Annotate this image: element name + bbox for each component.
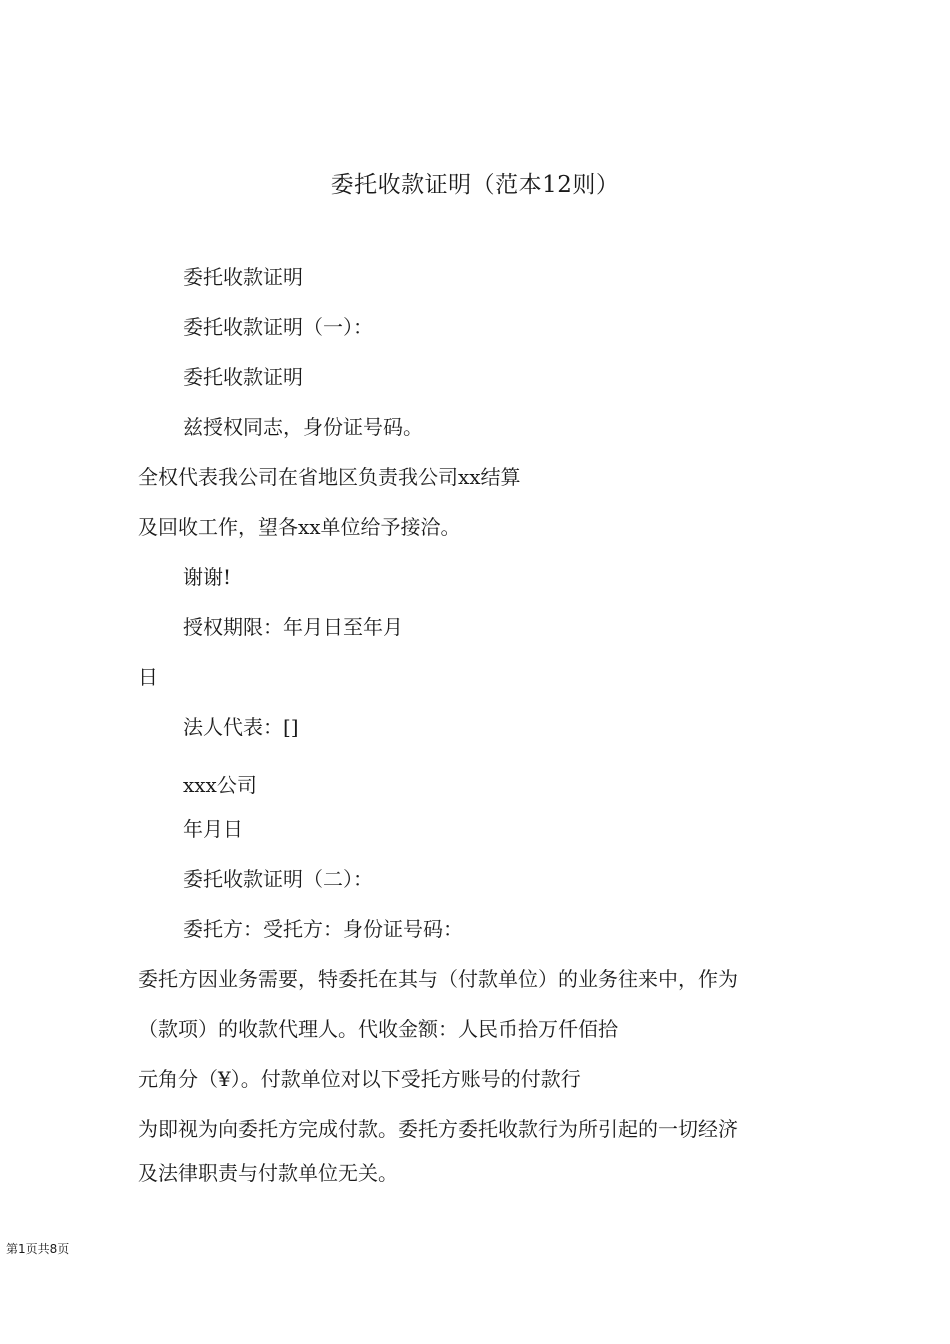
paragraph-line: 谢谢! [183, 565, 232, 589]
paragraph-line: 委托收款证明 [183, 365, 303, 389]
paragraph-line: 及法律职责与付款单位无关。 [138, 1161, 398, 1185]
paragraph-line: 法人代表：[] [183, 715, 299, 739]
paragraph-line: xxx公司 [183, 773, 257, 797]
paragraph-line: 委托收款证明（一）： [183, 315, 373, 339]
paragraph-line: 元角分（¥）。付款单位对以下受托方账号的付款行 [138, 1067, 581, 1091]
paragraph-line: 委托方因业务需要，特委托在其与（付款单位）的业务往来中，作为 [138, 967, 738, 991]
paragraph-line: 委托收款证明（二）： [183, 867, 373, 891]
paragraph-line: 委托收款证明 [183, 265, 303, 289]
paragraph-line: 授权期限：年月日至年月 [183, 615, 403, 639]
paragraph-line: 及回收工作，望各xx单位给予接洽。 [138, 515, 461, 539]
page-number-footer: 第1页共8页 [6, 1242, 70, 1256]
paragraph-line: 年月日 [183, 817, 243, 841]
document-title: 委托收款证明（范本12则） [330, 172, 620, 198]
paragraph-line: 全权代表我公司在省地区负责我公司xx结算 [138, 465, 521, 489]
paragraph-line: 为即视为向委托方完成付款。委托方委托收款行为所引起的一切经济 [138, 1117, 738, 1141]
paragraph-line: 兹授权同志，身份证号码。 [183, 415, 423, 439]
paragraph-line: 委托方：受托方：身份证号码： [183, 917, 463, 941]
paragraph-line: 日 [138, 665, 158, 689]
paragraph-line: （款项）的收款代理人。代收金额：人民币拾万仟佰拾 [138, 1017, 618, 1041]
